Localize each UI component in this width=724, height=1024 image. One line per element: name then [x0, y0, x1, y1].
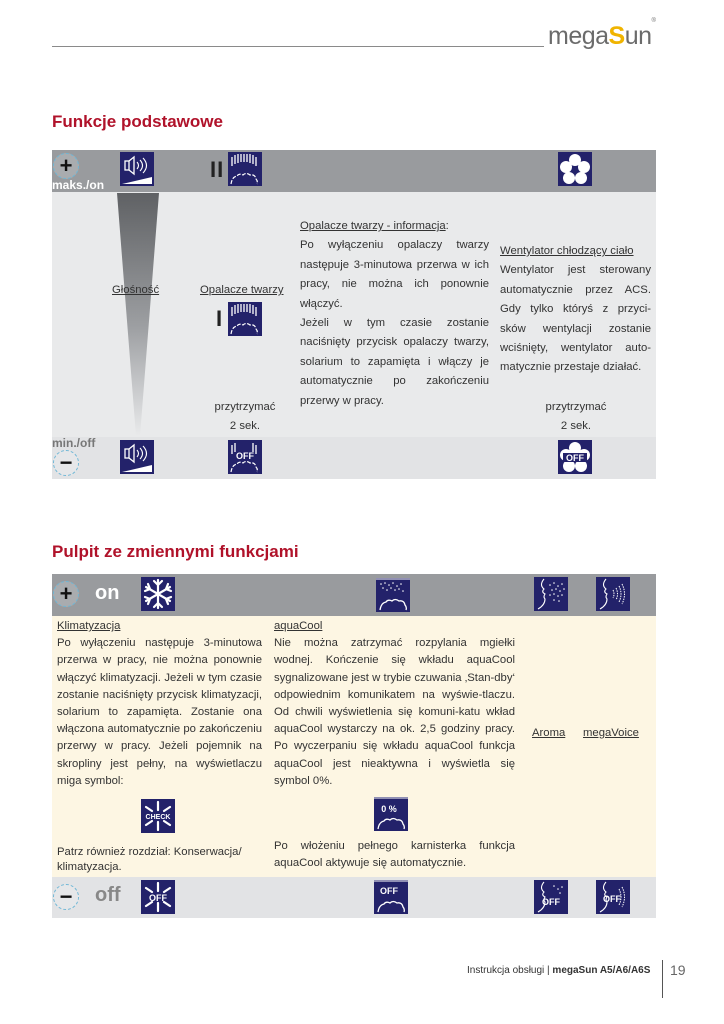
megavoice-off-icon[interactable]: [596, 880, 630, 914]
fan-icon[interactable]: [558, 152, 592, 186]
climate-title: Klimatyzacja: [57, 620, 121, 632]
hold-line-2: 2 sek.: [560, 420, 592, 433]
snowflake-off-icon[interactable]: [141, 880, 175, 914]
face-tanner-title: Opalacze twarzy: [200, 284, 284, 296]
hold-line-1: przytrzymać: [545, 401, 607, 413]
logo-text-un: un: [624, 22, 652, 50]
megavoice-title: megaVoice: [583, 727, 639, 739]
svg-text:OFF: OFF: [566, 453, 584, 463]
page-number: 19: [670, 962, 686, 978]
footer-divider: [662, 960, 663, 998]
logo-registered: ®: [651, 18, 656, 24]
minus-button-2[interactable]: [53, 884, 79, 910]
off-text: OFF: [380, 886, 398, 896]
level-two-indicator: II: [210, 157, 225, 182]
fan-info: [500, 242, 651, 378]
off-text: OFF: [149, 893, 167, 903]
section-title-basic-functions: Funkcje podstawowe: [52, 112, 223, 131]
aquacool-note: Po włożeniu pełnego karnisterka funkcja aquaCool aktywuje się automatycznie.: [274, 840, 515, 870]
fan-description: Wentylator jest sterowany automatycznie przez ACS. Gdy tylko któryś z przyci-sków wentylacji zostanie wciśnięty, wentylator auto-matycznie przestaje działać.: [500, 264, 651, 374]
aquacool-info: [274, 618, 515, 790]
off-text: OFF: [603, 894, 621, 904]
level-one-indicator: I: [216, 306, 224, 331]
minus-symbol: −: [59, 450, 73, 475]
minus-button[interactable]: [53, 450, 79, 476]
brand-logo: [548, 18, 656, 51]
minus-symbol: −: [59, 884, 73, 909]
climate-description: Po wyłączeniu następuje 3-minutowa przerwa w pracy, nie można ponownie włączyć klimatyzacji. Jeżeli w tym czasie zostanie naciśnięty przycisk klimatyzacji, solarium to zapamięta. Zostanie ona włączona automatycznie po zakończeniu przerwy w pracy. Jeżeli pojemnik na skropliny jest pełny, na wyświetlaczu miga symbol:: [57, 637, 262, 787]
check-text: CHECK: [145, 814, 171, 821]
aquacool-title: aquaCool: [274, 620, 323, 632]
snowflake-check-icon: [141, 799, 175, 833]
aroma-off-icon[interactable]: [534, 880, 568, 914]
footer-manual: [467, 965, 650, 976]
section-title-variable-functions: Pulpit ze zmiennymi funkcjami: [52, 542, 299, 561]
fan-hold-text: [530, 398, 622, 437]
climate-info: [57, 618, 262, 790]
aroma-title: Aroma: [532, 727, 566, 739]
plus-symbol: +: [59, 153, 73, 178]
face-info-paragraph-1: Po wyłączeniu opalaczy twarzy następuje 3-minutowa przerwa w ich pracy, nie można ich ponownie włączyć.: [300, 239, 489, 310]
megavoice-icon[interactable]: [596, 577, 630, 611]
footer-manual-label: Instrukcja obsługi |: [467, 965, 553, 976]
aquacool-zero-percent-icon: [374, 797, 408, 831]
plus-symbol: +: [59, 581, 73, 606]
zero-percent-text: 0 %: [381, 804, 397, 814]
min-off-label: min./off: [52, 436, 96, 450]
climate-note: Patrz również rozdział: Konserwacja/ klimatyzacja.: [57, 846, 242, 873]
aroma-icon[interactable]: [534, 577, 568, 611]
logo-s: S: [608, 22, 625, 50]
volume-up-icon[interactable]: [120, 152, 154, 186]
on-label: on: [95, 582, 120, 604]
plus-button[interactable]: [53, 153, 79, 179]
face-tanner-info: [300, 217, 489, 411]
face-tanner-off-icon[interactable]: [228, 440, 262, 474]
face-tanner-level1-icon[interactable]: [228, 302, 262, 336]
svg-text:OFF: OFF: [236, 451, 254, 461]
footer-model: megaSun A5/A6/A6S: [552, 965, 651, 976]
hold-line-2: 2 sek.: [229, 420, 261, 433]
aquacool-description: Nie można zatrzymać rozpylania mgiełki wodnej. Kończenie się wkładu aquaCool sygnalizowane jest w trybie czuwania ‚Stan-dby‘ odpowiednim komunikatem na wyświe-tlaczu. Od chwili wyświetlenia się komuni-katu wkład aquaCool wystarczy na ok. 2,5 godziny pracy. Po wyczerpaniu się wkładu aquaCool funkcja aquaCool jest nieaktywna i wyświetla się symbol 0%.: [274, 637, 515, 787]
aquacool-off-icon[interactable]: [374, 880, 408, 914]
snowflake-icon[interactable]: [141, 577, 175, 611]
off-label: off: [95, 884, 121, 906]
fan-title: Wentylator chłodzący ciało: [500, 245, 634, 257]
volume-title: Głośność: [112, 284, 160, 296]
face-tanner-icon[interactable]: [228, 152, 262, 186]
header-rule: [52, 46, 544, 47]
volume-down-icon[interactable]: [120, 440, 154, 474]
max-on-label: maks./on: [52, 178, 105, 192]
face-info-colon: :: [445, 220, 449, 232]
plus-button-2[interactable]: [53, 581, 79, 607]
volume-gradient-wedge: [117, 193, 159, 436]
fan-off-icon[interactable]: [558, 440, 592, 474]
face-tanner-hold-text: [200, 398, 290, 437]
logo-text-mega: mega: [548, 22, 609, 50]
face-info-title: Opalacze twarzy - informacja: [300, 220, 446, 232]
aquacool-icon[interactable]: [376, 578, 410, 612]
face-info-paragraph-2: Jeżeli w tym czasie zostanie naciśnięty przycisk opalaczy twarzy, solarium to zapamięta i włączy je automatycznie po zakończeniu przerwy w pracy.: [300, 317, 489, 407]
off-text: OFF: [542, 897, 560, 907]
hold-line-1: przytrzymać: [214, 401, 276, 413]
